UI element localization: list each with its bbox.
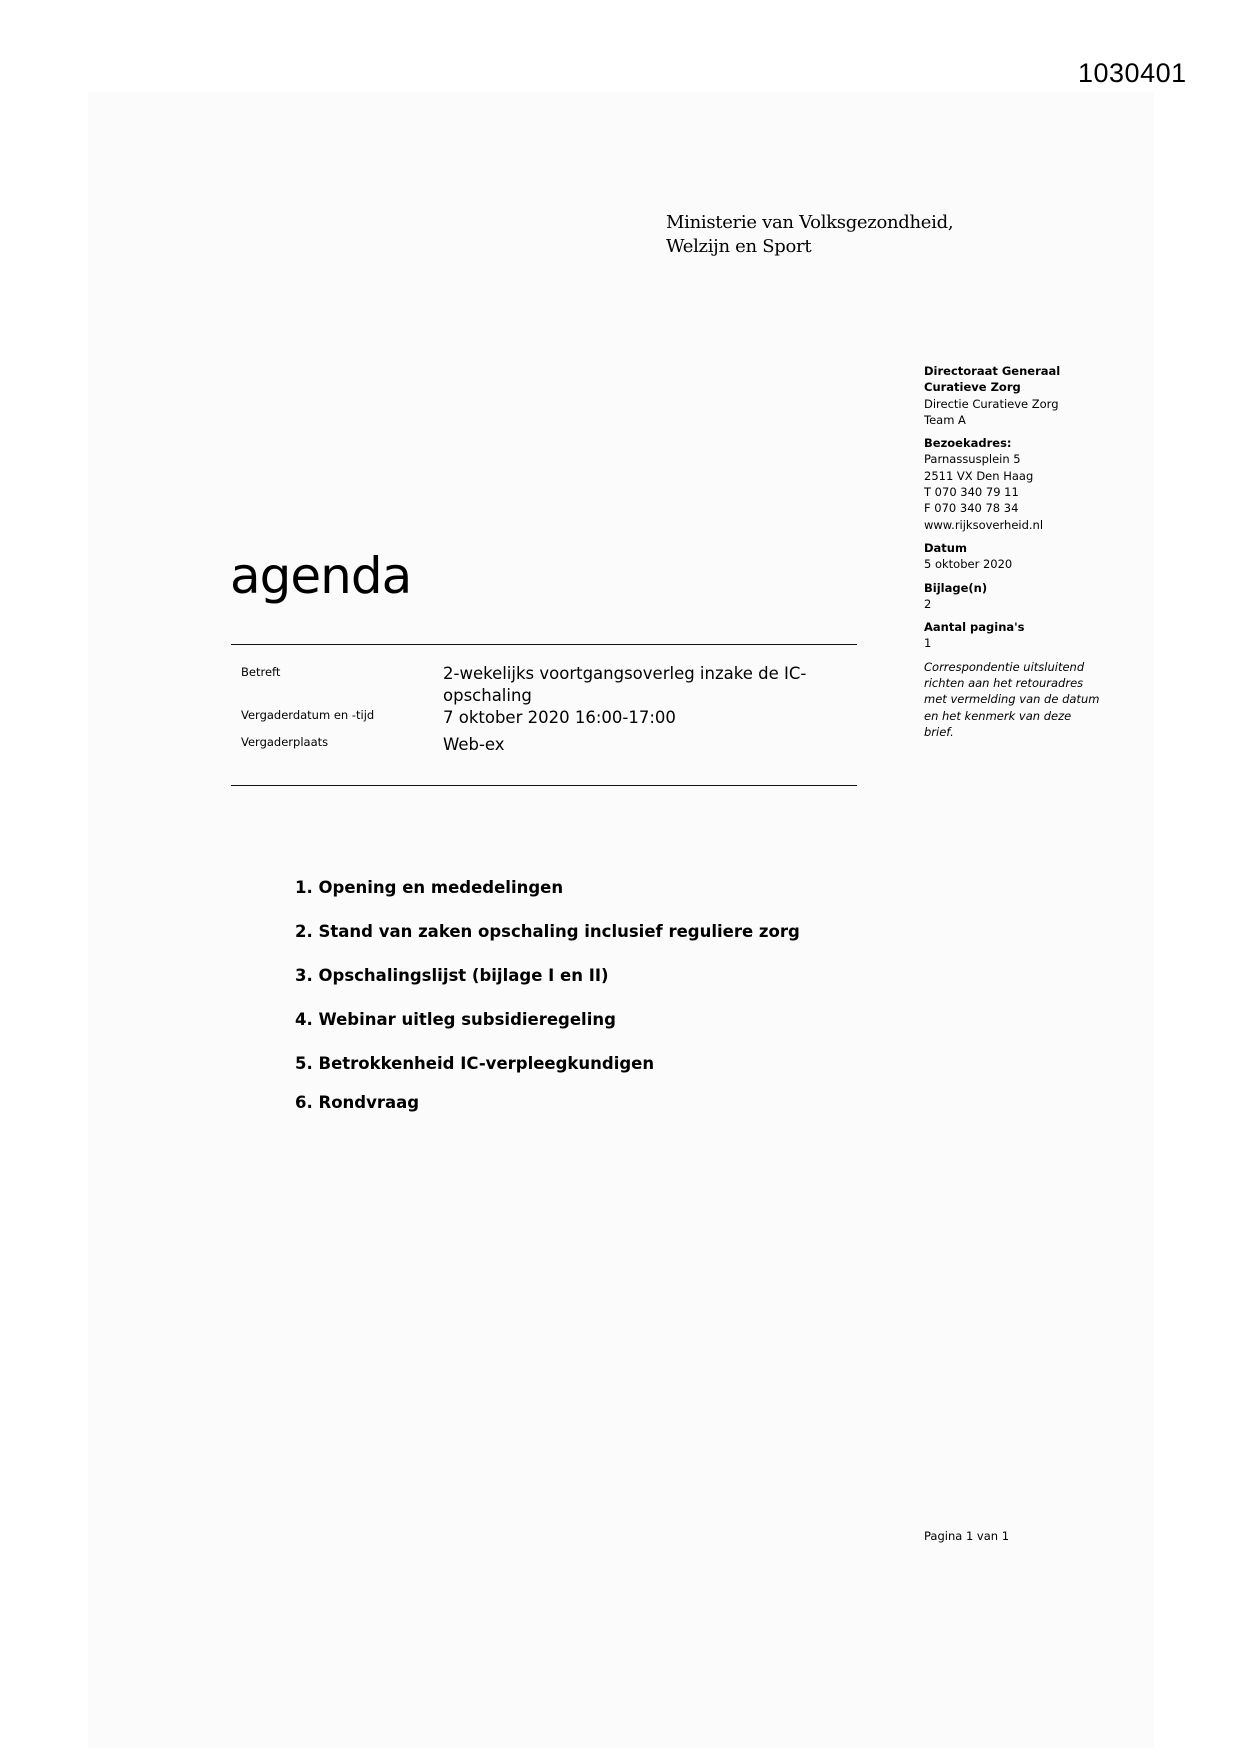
meta-bottom-divider: [231, 785, 857, 786]
date-block: [924, 540, 1124, 573]
date-value: 5 oktober 2020: [924, 557, 1013, 572]
visit-address-label: Bezoekadres:: [924, 436, 1012, 451]
org-line-4: Team A: [924, 412, 966, 427]
page-indicator: Pagina 1 van 1: [924, 1529, 1010, 1543]
agenda-item: 3. Opschalingslijst (bijlage I en II): [295, 966, 609, 985]
address-line-2: 2511 VX Den Haag: [924, 468, 1034, 483]
org-line-3: Directie Curatieve Zorg: [924, 396, 1059, 411]
ministry-name-line-1: Ministerie van Volksgezondheid,: [666, 212, 954, 233]
visit-address-block: [924, 435, 1124, 533]
agenda-item: 4. Webinar uitleg subsidieregeling: [295, 1010, 616, 1029]
page-sheet: [88, 92, 1154, 1748]
website-link[interactable]: www.rijksoverheid.nl: [924, 517, 1044, 532]
document-title: agenda: [230, 547, 412, 605]
correspondence-note-line: met vermelding van de datum: [924, 692, 1100, 707]
correspondence-note-line: brief.: [924, 724, 954, 739]
correspondence-note-line: Correspondentie uitsluitend: [924, 659, 1085, 674]
org-line-1: Directoraat Generaal: [924, 364, 1061, 378]
page-count-value: 1: [924, 636, 932, 651]
correspondence-note: [924, 659, 1124, 740]
sender-info-column: [924, 363, 1124, 747]
ministry-name-line-2: Welzijn en Sport: [666, 236, 812, 257]
meeting-datetime-label: Vergaderdatum en -tijd: [241, 708, 375, 722]
phone-number: T 070 340 79 11: [924, 485, 1019, 500]
subject-value: 2-wekelijks voortgangsoverleg inzake de IC-opschaling: [443, 664, 807, 705]
attachments-block: [924, 580, 1124, 613]
attachments-value: 2: [924, 596, 932, 611]
page-count-block: [924, 619, 1124, 652]
correspondence-note-line: richten aan het retouradres: [924, 676, 1084, 691]
page-count-label: Aantal pagina's: [924, 620, 1025, 635]
meeting-place-label: Vergaderplaats: [241, 735, 329, 749]
agenda-item: 6. Rondvraag: [295, 1093, 420, 1112]
correspondence-note-line: en het kenmerk van deze: [924, 708, 1072, 723]
meta-top-divider: [231, 644, 857, 645]
meeting-place-value: Web-ex: [443, 735, 505, 754]
agenda-item: 2. Stand van zaken opschaling inclusief reguliere zorg: [295, 922, 800, 941]
agenda-item: 5. Betrokkenheid IC-verpleegkundigen: [295, 1054, 655, 1073]
org-line-2: Curatieve Zorg: [924, 380, 1021, 395]
attachments-label: Bijlage(n): [924, 580, 988, 595]
meeting-datetime-value: 7 oktober 2020 16:00-17:00: [443, 708, 676, 727]
subject-label: Betreft: [241, 665, 281, 679]
date-label: Datum: [924, 540, 967, 555]
organization-block: [924, 363, 1124, 428]
ministry-logo-text: [666, 211, 953, 259]
agenda-item: 1. Opening en mededelingen: [295, 878, 564, 897]
address-line-1: Parnassusplein 5: [924, 452, 1021, 467]
document-number: 1030401: [1078, 58, 1187, 88]
fax-number: F 070 340 78 34: [924, 501, 1019, 516]
